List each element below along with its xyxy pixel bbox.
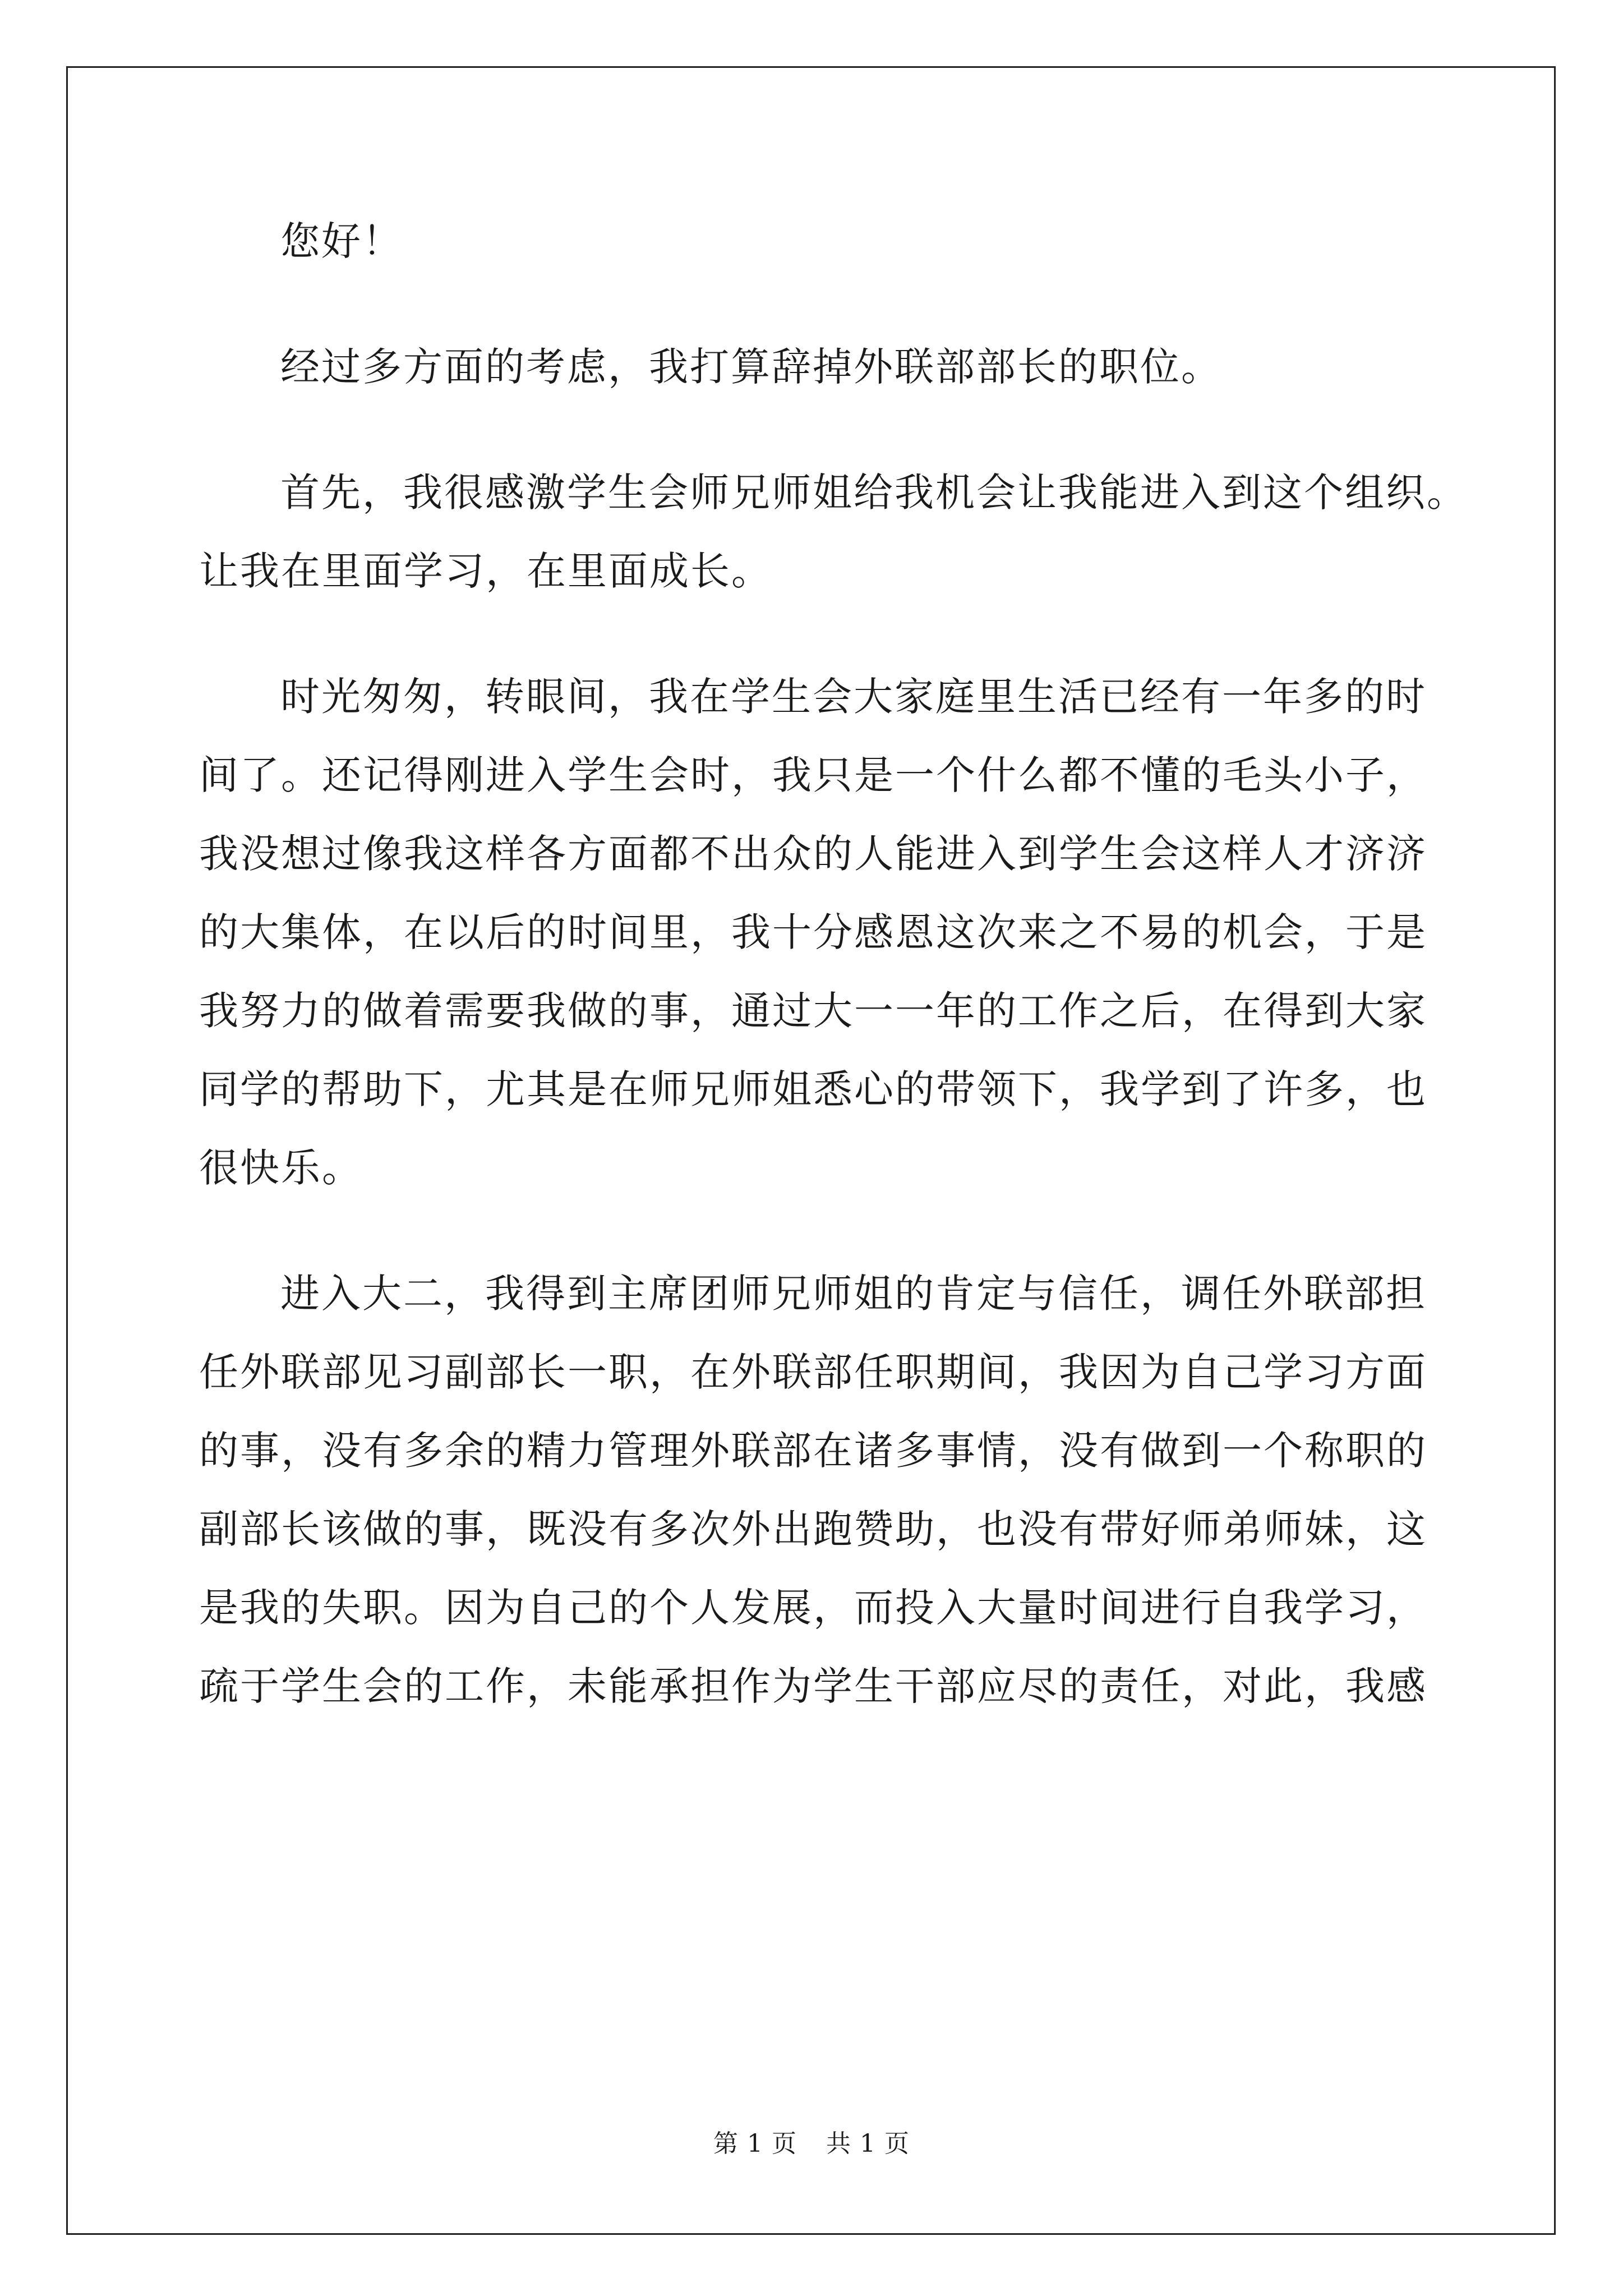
text-line: 您好！ [280,218,403,264]
text-line: 我努力的做着需要我做的事，通过大一一年的工作之后，在得到大家 [199,988,1427,1034]
text-line: 副部长该做的事，既没有多次外出跑赞助，也没有带好师弟师妹，这 [199,1506,1427,1552]
page-footer [0,2127,1623,2161]
paragraph-experience [199,657,1444,1207]
text-line: 疏于学生会的工作，未能承担作为学生干部应尽的责任，对此，我感 [199,1663,1427,1709]
text-line: 同学的帮助下，尤其是在师兄师姐悉心的带领下，我学到了许多，也 [199,1066,1427,1112]
page-number-total: 共 1 页 [826,2129,910,2158]
text-line: 经过多方面的考虑，我打算辞掉外联部部长的职位。 [280,344,1222,390]
text-line: 首先，我很感激学生会师兄师姐给我机会让我能进入到这个组织。 [280,470,1468,516]
page-number-current: 第 1 页 [713,2129,797,2158]
text-line: 的大集体，在以后的时间里，我十分感恩这次来之不易的机会，于是 [199,909,1427,955]
text-line: 进入大二，我得到主席团师兄师姐的肯定与信任，调任外联部担 [280,1271,1427,1317]
text-line: 的事，没有多余的精力管理外联部在诸多事情，没有做到一个称职的 [199,1428,1427,1474]
letter-body [199,202,1468,1726]
paragraph-gratitude [199,453,1468,610]
paragraph-reflection [199,1254,1444,1726]
text-line: 任外联部见习副部长一职，在外联部任职期间，我因为自己学习方面 [199,1349,1427,1395]
text-line: 时光匆匆，转眼间，我在学生会大家庭里生活已经有一年多的时 [280,674,1427,720]
greeting-paragraph [199,202,1444,280]
text-line: 很快乐。 [199,1145,363,1191]
text-line: 让我在里面学习，在里面成长。 [199,548,772,594]
text-line: 是我的失职。因为自己的个人发展，而投入大量时间进行自我学习， [199,1585,1427,1631]
text-line: 我没想过像我这样各方面都不出众的人能进入到学生会这样人才济济 [199,831,1427,877]
text-line: 间了。还记得刚进入学生会时，我只是一个什么都不懂的毛头小子， [199,752,1427,798]
paragraph-intent [199,328,1444,406]
